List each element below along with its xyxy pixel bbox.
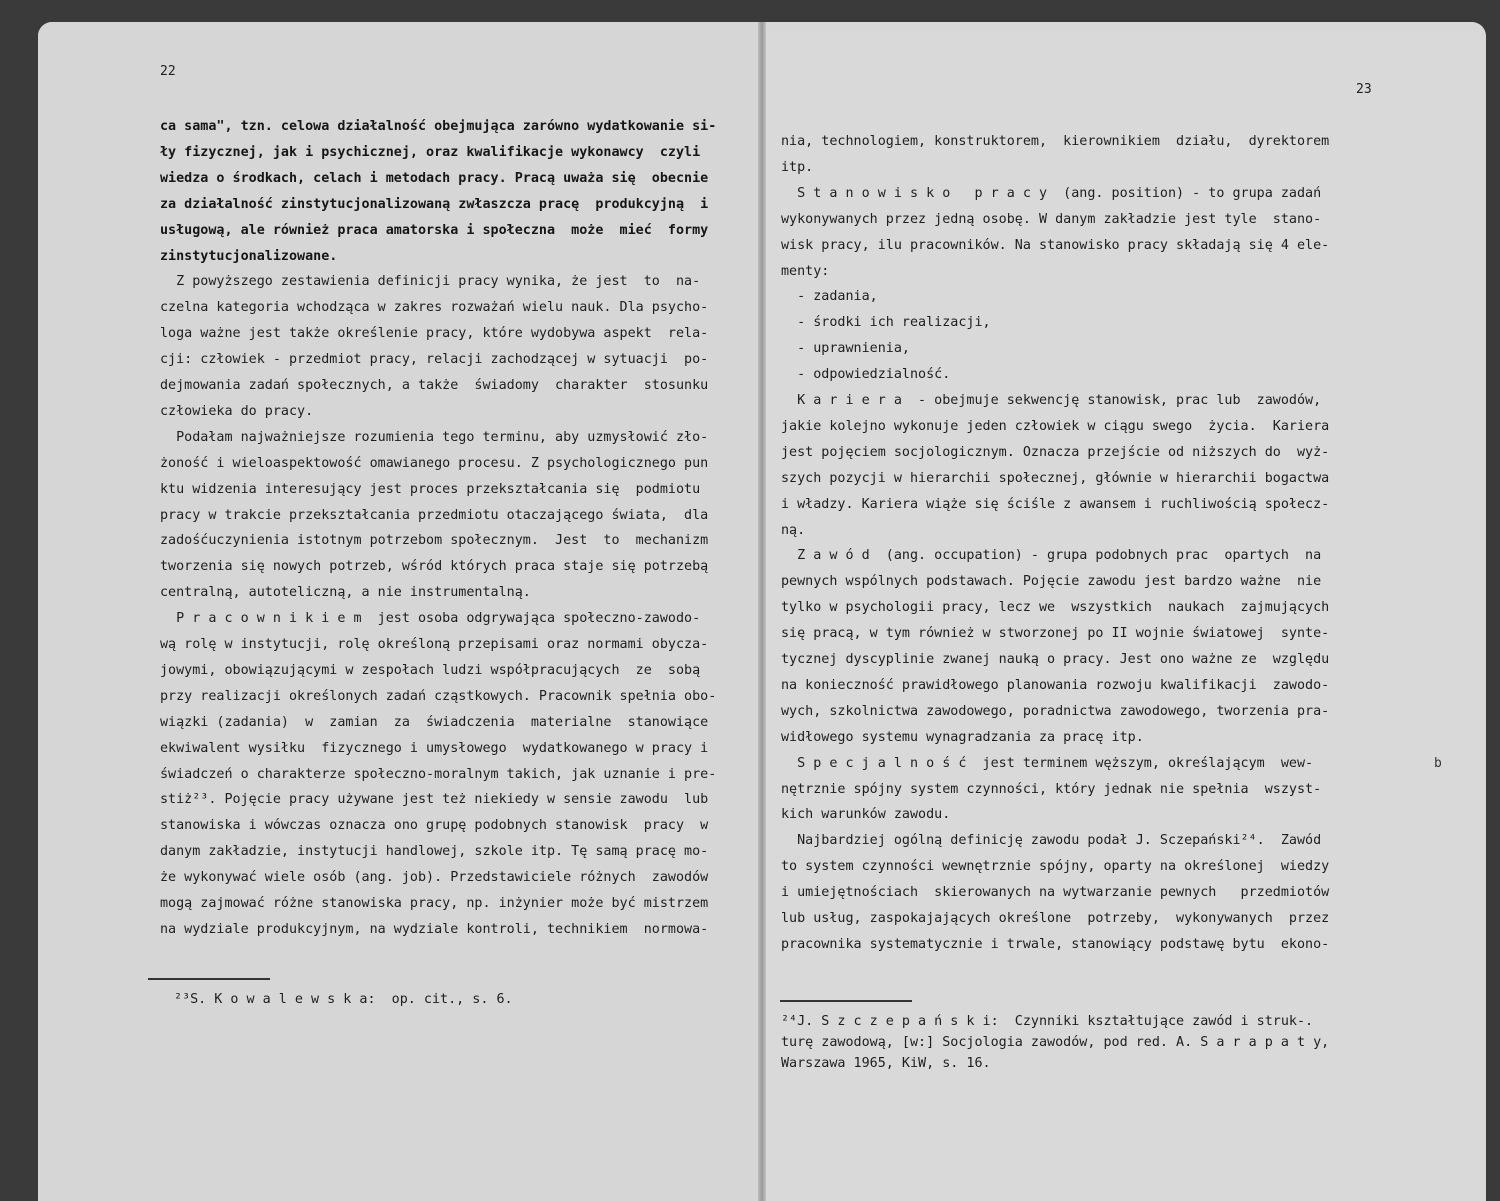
text-line: wiedza o środkach, celach i metodach pracy. Pracą uważa się obecnie — [160, 170, 709, 186]
text-line: pracownika systematycznie i trwale, stanowiący podstawę bytu ekono- — [781, 936, 1330, 952]
right-footnote-rule — [780, 1000, 912, 1002]
text-line: S p e c j a l n o ś ć jest terminem węższym, określającym wew- — [781, 755, 1314, 771]
left-footnote-rule — [148, 978, 270, 980]
text-line: żoność i wieloaspektowość omawianego procesu. Z psychologicznego pun — [160, 455, 709, 471]
right-page-number: 23 — [1356, 82, 1372, 97]
text-line: kich warunków zawodu. — [781, 807, 951, 823]
text-line: człowieka do pracy. — [160, 403, 314, 419]
left-footnote: ²³S. K o w a l e w s k a: op. cit., s. 6. — [174, 992, 513, 1007]
text-line: ktu widzenia interesujący jest proces przekształcania się podmiotu — [160, 481, 701, 497]
text-line: Z powyższego zestawienia definicji pracy wynika, że jest to na- — [160, 274, 701, 290]
text-line: Z a w ó d (ang. occupation) - grupa podobnych prac opartych na — [781, 548, 1322, 564]
text-line: i umiejętnościach skierowanych na wytwarzanie pewnych przedmiotów — [781, 885, 1330, 901]
text-line: tworzenia się nowych potrzeb, wśród których praca staje się potrzebą — [160, 559, 709, 575]
text-line: ły fizycznej, jak i psychicznej, oraz kwalifikacje wykonawcy czyli — [160, 144, 701, 160]
text-line: szych pozycji w hierarchii społecznej, głównie w hierarchii bogactwa — [781, 470, 1330, 486]
text-line: lub usług, zaspokajających określone potrzeby, wykonywanych przez — [781, 911, 1330, 926]
text-line: - odpowiedzialność. — [781, 367, 951, 383]
text-line: ca sama", tzn. celowa działalność obejmująca zarówno wydatkowanie si- — [160, 119, 717, 134]
text-line: mogą zajmować różne stanowiska pracy, np. inżynier może być mistrzem — [160, 896, 709, 911]
text-line: wych, szkolnictwa zawodowego, poradnictwa zawodowego, tworzenia pra- — [781, 703, 1330, 719]
text-line: tycznej dyscyplinie zwanej nauką o pracy. Jest ono ważne ze względu — [781, 652, 1330, 667]
text-line: P r a c o w n i k i e m jest osoba odgrywająca społeczno-zawodo- — [160, 611, 701, 627]
text-line: S t a n o w i s k o p r a c y (ang. position) - to grupa zadań — [781, 185, 1322, 201]
text-line: to system czynności wewnętrznie spójny, oparty na określonej wiedzy — [781, 859, 1330, 875]
text-line: ekwiwalent wysiłku fizycznego i umysłowego wydatkowanego w pracy i — [160, 740, 709, 756]
text-line: jest pojęciem socjologicznym. Oznacza przejście od niższych do wyż- — [781, 444, 1330, 460]
text-line: itp. — [781, 159, 814, 175]
text-line: jowymi, obowiązującymi w zespołach ludzi współpracujących ze sobą — [160, 662, 701, 678]
text-line: wiązki (zadania) w zamian za świadczenia materialne stanowiące — [160, 714, 709, 730]
text-line: Podałam najważniejsze rozumienia tego terminu, aby uzmysłowić zło- — [160, 429, 709, 445]
text-line: widłowego systemu wynagradzania za pracę itp. — [781, 729, 1144, 745]
footnote-line: turę zawodową, [w:] Socjologia zawodów, pod red. A. S a r a p a t y, — [781, 1035, 1330, 1050]
text-line: stiż²³. Pojęcie pracy używane jest też niekiedy w sensie zawodu lub — [160, 792, 709, 808]
text-line: ną. — [781, 522, 806, 538]
text-line: i władzy. Kariera wiąże się ściśle z awansem i ruchliwością społecz- — [781, 496, 1330, 512]
text-line: Najbardziej ogólną definicję zawodu podał J. Sczepański²⁴. Zawód — [781, 833, 1322, 849]
text-line: się pracą, w tym również w stworzonej po II wojnie światowej synte- — [781, 626, 1330, 642]
text-line: przy realizacji określonych zadań cząstkowych. Pracownik spełnia obo- — [160, 688, 717, 704]
footnote-line: ²⁴J. S z c z e p a ń s k i: Czynniki kształtujące zawód i struk-. — [781, 1014, 1314, 1029]
text-line: tylko w psychologii pracy, lecz we wszystkich naukach zajmujących — [781, 600, 1330, 616]
text-line: cji: człowiek - przedmiot pracy, relacji zachodzącej w sytuacji po- — [160, 352, 709, 368]
text-line: pracy w trakcie przekształcania przedmiotu otaczającego świata, dla — [160, 507, 709, 523]
text-line: - zadania, — [781, 289, 878, 305]
left-page-number: 22 — [160, 64, 176, 79]
text-line: wisk pracy, ilu pracowników. Na stanowisko pracy składają się 4 ele- — [781, 237, 1330, 253]
text-line: centralną, autoteliczną, a nie instrumentalną. — [160, 585, 531, 601]
text-line: pewnych wspólnych podstawach. Pojęcie zawodu jest bardzo ważne nie — [781, 574, 1322, 590]
text-line: czelna kategoria wchodząca w zakres rozważań wielu nauk. Dla psycho- — [160, 300, 709, 316]
text-line: zadośćuczynienia istotnym potrzebom społecznym. Jest to mechanizm — [160, 533, 709, 549]
text-line: za działalność zinstytucjonalizowaną zwłaszcza pracę produkcyjną i — [160, 196, 709, 212]
text-line: na wydziale produkcyjnym, na wydziale kontroli, technikiem normowa- — [160, 921, 709, 937]
text-line: - środki ich realizacji, — [781, 315, 991, 331]
text-line: na konieczność prawidłowego planowania rozwoju kwalifikacji zawodo- — [781, 677, 1330, 693]
text-line: usługową, ale również praca amatorska i społeczna może mieć formy — [160, 222, 709, 238]
text-line: że wykonywać wiele osób (ang. job). Przedstawiciele różnych zawodów — [160, 870, 709, 886]
text-line: danym zakładzie, instytucji handlowej, szkole itp. Tę samą pracę mo- — [160, 844, 709, 860]
text-line: jakie kolejno wykonuje jeden człowiek w ciągu swego życia. Kariera — [781, 418, 1330, 434]
text-line: zinstytucjonalizowane. — [160, 248, 338, 264]
text-line: K a r i e r a - obejmuje sekwencję stanowisk, prac lub zawodów, — [781, 393, 1322, 408]
text-line: nia, technologiem, konstruktorem, kierownikiem działu, dyrektorem — [781, 134, 1330, 149]
text-line: menty: — [781, 263, 830, 279]
footnote-line: Warszawa 1965, KiW, s. 16. — [781, 1056, 991, 1071]
text-line: - uprawnienia, — [781, 341, 910, 357]
text-line: nętrznie spójny system czynności, który jednak nie spełnia wszyst- — [781, 781, 1322, 797]
text-line: dejmowania zadań społecznych, a także świadomy charakter stosunku — [160, 378, 709, 393]
book-gutter — [758, 22, 766, 1201]
text-line: świadczeń o charakterze społeczno-moralnym takich, jak uznanie i pre- — [160, 766, 717, 782]
text-line: wą rolę w instytucji, rolę określoną przepisami oraz normami obycza- — [160, 637, 709, 652]
text-line: loga ważne jest także określenie pracy, które wydobywa aspekt rela- — [160, 326, 709, 342]
text-line: wykonywanych przez jedną osobę. W danym zakładzie jest tyle stano- — [781, 211, 1322, 227]
text-line: stanowiska i wówczas oznacza ono grupę podobnych stanowisk pracy w — [160, 818, 709, 834]
margin-mark: b — [1434, 756, 1442, 771]
